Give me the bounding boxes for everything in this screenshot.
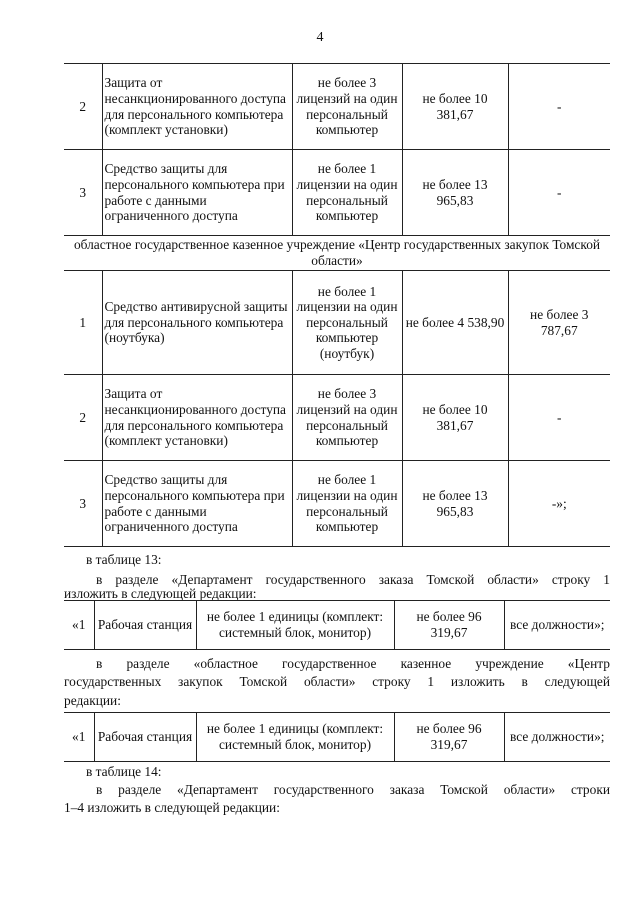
paragraph-text: в разделе «областное государственное казенное учреждение «Центр [96,656,610,671]
item-quantity: не более 1 единицы (комплект: системный блок, монитор) [196,713,394,762]
page-number: 4 [316,30,324,45]
item-name: Средство антивирусной защиты для персонального компьютера (ноутбука) [102,271,292,375]
paragraph-dept-line2: изложить в следующей редакции: [64,586,257,601]
table-12 [64,63,610,547]
item-name: Рабочая станция [94,713,196,762]
paragraph-ogku-line2 [64,674,610,690]
item-name: Рабочая станция [94,601,196,650]
item-price-2: - [508,150,610,236]
paragraph-ogku-line1 [64,656,610,672]
section-heading: областное государственное казенное учреждение «Центр государственных закупок Томской области» [64,236,610,271]
row-number: «1 [64,601,94,650]
row-number: «1 [64,713,94,762]
row-number: 1 [64,271,102,375]
table-13-ogku [64,712,610,762]
item-price: не более 10 381,67 [402,64,508,150]
table-13-dept [64,600,610,650]
item-price-2: - [508,375,610,461]
item-quantity: не более 3 лицензий на один персональный компьютер [292,64,402,150]
item-price: не более 13 965,83 [402,461,508,547]
item-quantity: не более 1 лицензии на один персональный компьютер [292,150,402,236]
table-row [64,461,610,547]
table-row [64,601,610,650]
item-price-2: не более 3 787,67 [508,271,610,375]
table-row [64,64,610,150]
section-row [64,236,610,271]
table-row [64,375,610,461]
item-price: не более 10 381,67 [402,375,508,461]
item-name: Средство защиты для персонального компьютера при работе с данными ограниченного доступа [102,461,292,547]
table-row [64,713,610,762]
item-quantity: не более 3 лицензий на один персональный компьютер [292,375,402,461]
item-price: не более 96 319,67 [394,713,504,762]
row-number: 3 [64,150,102,236]
item-name: Защита от несанкционированного доступа для персонального компьютера (комплект установки) [102,375,292,461]
row-number: 3 [64,461,102,547]
item-price-2: - [508,64,610,150]
item-name: Средство защиты для персонального компьютера при работе с данными ограниченного доступа [102,150,292,236]
table-row [64,150,610,236]
item-quantity: не более 1 лицензии на один персональный компьютер (ноутбук) [292,271,402,375]
row-number: 2 [64,64,102,150]
paragraph-text: государственных закупок Томской области» строку 1 изложить в следующей [64,674,610,689]
item-positions: все должности»; [504,713,610,762]
row-number: 2 [64,375,102,461]
paragraph-ogku-line3: редакции: [64,693,121,708]
paragraph-dept14-line2: 1–4 изложить в следующей редакции: [64,800,280,815]
item-price: не более 13 965,83 [402,150,508,236]
item-name: Защита от несанкционированного доступа для персонального компьютера (комплект установки) [102,64,292,150]
item-positions: все должности»; [504,601,610,650]
paragraph-dept14-line1 [64,782,610,798]
item-quantity: не более 1 лицензии на один персональный компьютер [292,461,402,547]
item-price: не более 96 319,67 [394,601,504,650]
item-quantity: не более 1 единицы (комплект: системный блок, монитор) [196,601,394,650]
paragraph-table-13: в таблице 13: [86,552,162,567]
item-price: не более 4 538,90 [402,271,508,375]
paragraph-text: в разделе «Департамент государственного заказа Томской области» строки [96,782,610,797]
paragraph-text: в разделе «Департамент государственного заказа Томской области» строку 1 [96,572,610,587]
table-row [64,271,610,375]
item-price-2: -»; [508,461,610,547]
paragraph-table-14: в таблице 14: [86,764,162,779]
